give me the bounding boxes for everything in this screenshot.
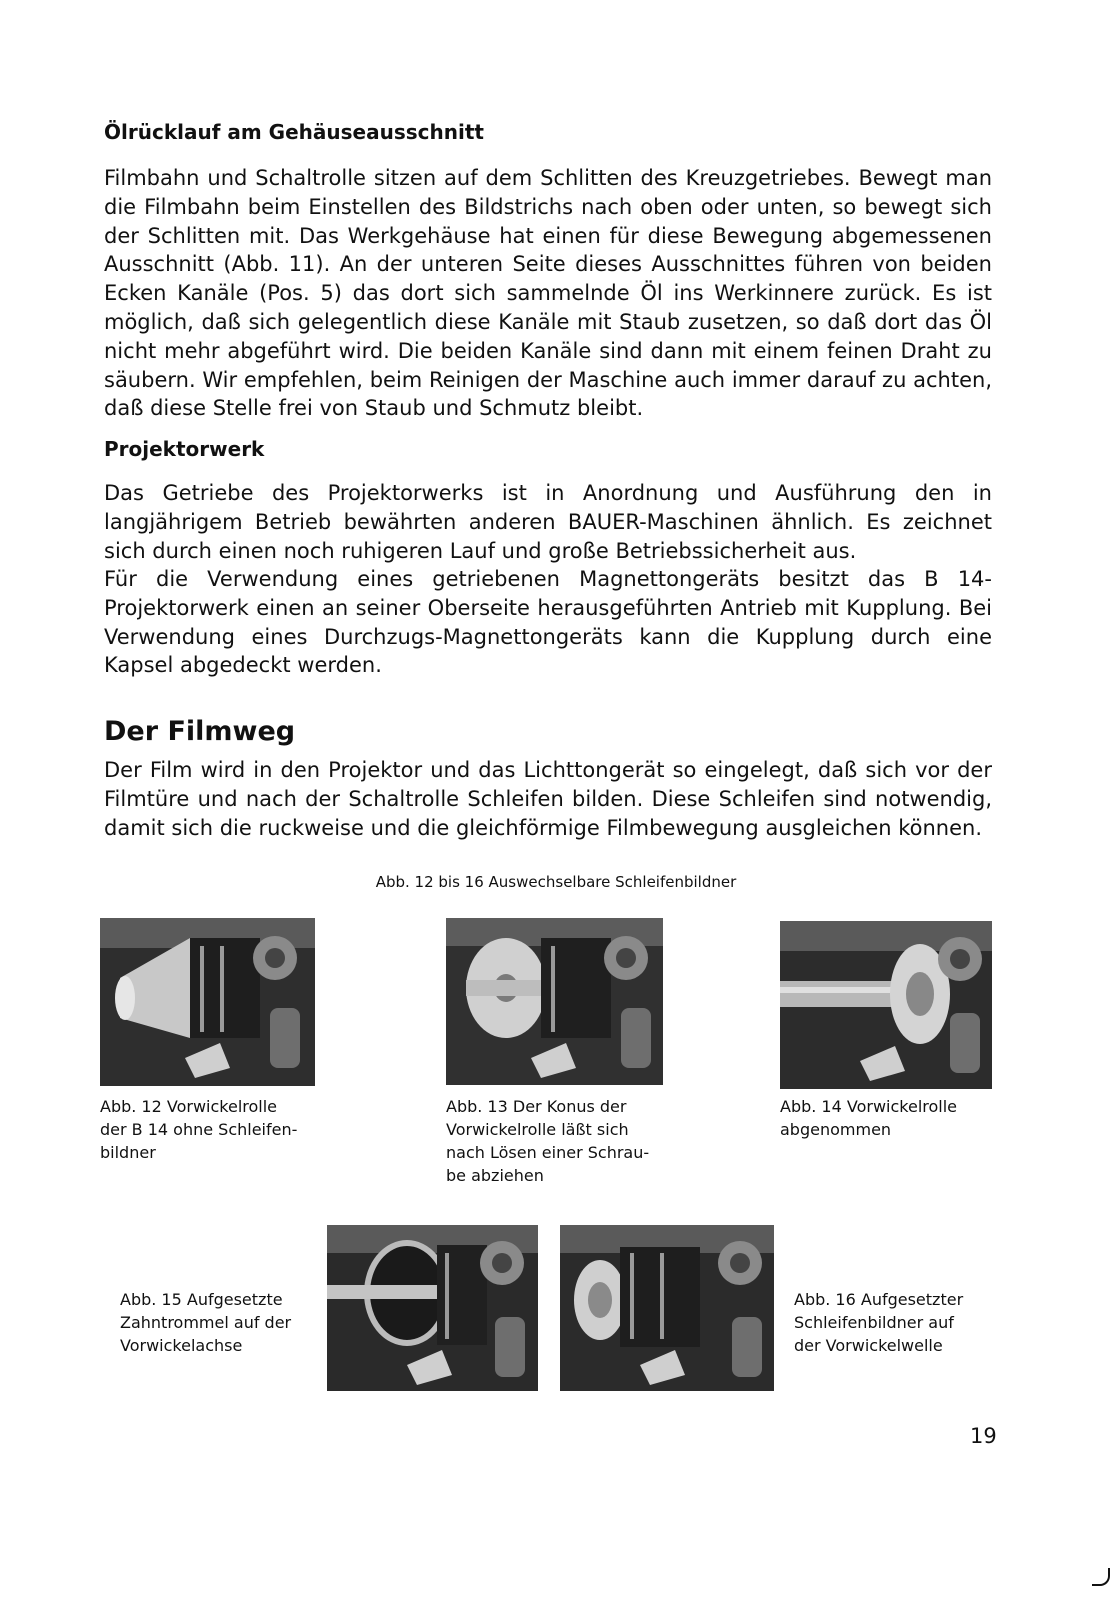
figure-group-caption: Abb. 12 bis 16 Auswechselbare Schleifenbildner (375, 873, 737, 891)
caption-abb14 (780, 1095, 957, 1141)
heading-projektorwerk: Projektorwerk (104, 437, 265, 461)
caption-abb16-line2: Schleifenbildner auf (794, 1313, 954, 1332)
caption-abb16 (794, 1288, 963, 1357)
paragraph-projektorwerk-2: Für die Verwendung eines getriebenen Magnettongeräts besitzt das B 14-Projektorwerk einen an seiner Oberseite herausgeführten Antrieb mit Kupplung. Bei Verwendung eines Durchzugs-Magnettongeräts kann die Kupplung durch eine Kapsel abgedeckt werden. (104, 567, 992, 678)
caption-abb16-line1: Abb. 16 Aufgesetzter (794, 1290, 964, 1309)
caption-abb15-line2: Zahntrommel auf der (120, 1313, 292, 1332)
caption-abb13-line3: nach Lösen einer Schrau- (446, 1143, 650, 1162)
heading-oelruecklauf: Ölrücklauf am Gehäuseausschnitt (104, 120, 484, 144)
caption-abb14-line1: Abb. 14 Vorwickelrolle (780, 1097, 958, 1116)
caption-abb16-line3: der Vorwickelwelle (794, 1336, 943, 1355)
caption-abb12-line3: bildner (100, 1143, 156, 1162)
caption-abb13 (446, 1095, 649, 1187)
caption-abb13-line1: Abb. 13 Der Konus der (446, 1097, 627, 1116)
caption-abb15-line3: Vorwickelachse (120, 1336, 243, 1355)
heading-filmweg: Der Filmweg (104, 716, 296, 747)
page-number: 19 (970, 1424, 997, 1448)
caption-abb13-line4: be abziehen (446, 1166, 544, 1185)
caption-abb12-line1: Abb. 12 Vorwickelrolle (100, 1097, 278, 1116)
paragraph-filmweg: Der Film wird in den Projektor und das Lichttongerät so eingelegt, daß sich vor der Filmtüre und nach der Schaltrolle Schleifen bilden. Diese Schleifen sind notwendig, damit sich die ruckweise und die gleichförmige Filmbewegung ausgleichen können. (104, 758, 992, 840)
photo-abb13 (446, 918, 663, 1085)
photo-abb14 (780, 921, 992, 1089)
caption-abb12-line2: der B 14 ohne Schleifen- (100, 1120, 298, 1139)
paragraph-oelruecklauf: Filmbahn und Schaltrolle sitzen auf dem Schlitten des Kreuzgetriebes. Bewegt man die Filmbahn beim Einstellen des Bildstrichs nach oben oder unten, so bewegt sich der Schlitten mit. Das Werkgehäuse hat einen für diese Bewegung abgemessenen Ausschnitt (Abb. 11). An der unteren Seite dieses Ausschnittes führen von beiden Ecken Kanäle (Pos. 5) das dort sich sammelnde Öl ins Werkinnere zurück. Es ist möglich, daß sich gelegentlich diese Kanäle mit Staub zusetzen, so daß dort das Öl nicht mehr abgeführt wird. Die beiden Kanäle sind dann mit einem feinen Draht zu säubern. Wir empfehlen, beim Reinigen der Maschine auch immer darauf zu achten, daß diese Stelle frei von Staub und Schmutz bleibt. (104, 166, 992, 421)
caption-abb14-line2: abgenommen (780, 1120, 892, 1139)
caption-abb13-line2: Vorwickelrolle läßt sich (446, 1120, 629, 1139)
photo-abb12 (100, 918, 315, 1086)
page-corner-mark (1092, 1568, 1110, 1586)
photo-abb16 (560, 1225, 774, 1391)
caption-abb15 (120, 1288, 291, 1357)
caption-abb12 (100, 1095, 297, 1164)
caption-abb15-line1: Abb. 15 Aufgesetzte (120, 1290, 283, 1309)
photo-abb15 (327, 1225, 538, 1391)
paragraph-projektorwerk-1: Das Getriebe des Projektorwerks ist in Anordnung und Ausführung den in langjährigem Betrieb bewährten anderen BAUER-Maschinen ähnlich. Es zeichnet sich durch einen noch ruhigeren Lauf und große Betriebssicherheit aus. (104, 481, 992, 563)
